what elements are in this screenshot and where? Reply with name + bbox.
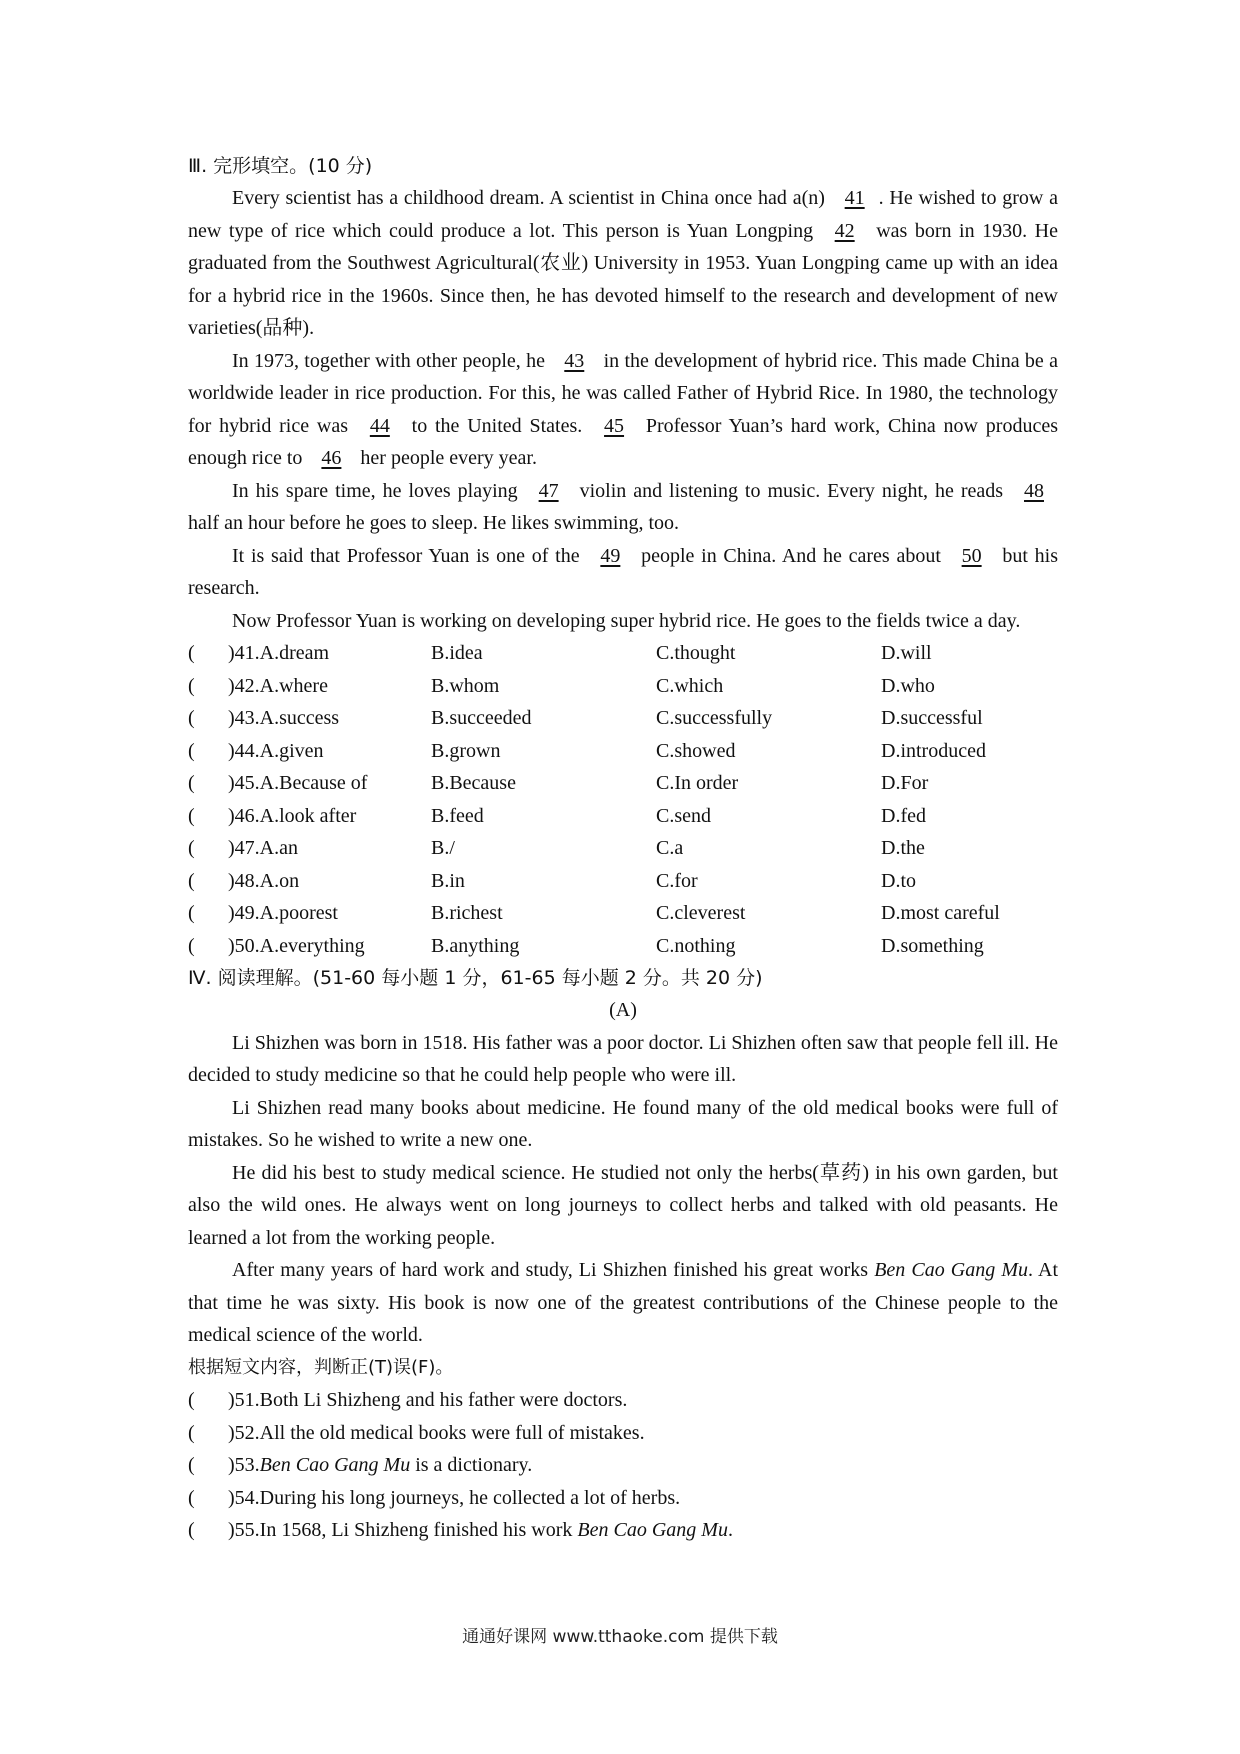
reading-paragraph-3: He did his best to study medical science. He studied not only the herbs(草药) in his own garden, but also the wild ones. He always went on long journeys to collect herbs and talked with old peasants. He learned a lot from the working people.: [188, 1161, 1058, 1249]
blank-50: 50: [961, 544, 982, 567]
option-row-43: [188, 702, 1058, 735]
option-a: )42.A.where: [228, 674, 328, 697]
text-run: Professor Yuan’s hard work, China now produces enough rice to: [188, 414, 1058, 469]
page-footer: 通通好课网 www.tthaoke.com 提供下载: [462, 1627, 778, 1647]
text-run: )54.During his long journeys, he collected a lot of herbs.: [228, 1486, 681, 1509]
answer-paren[interactable]: (: [188, 1486, 195, 1509]
option-a: )46.A.look after: [228, 804, 357, 827]
option-b: B.idea: [431, 642, 483, 664]
text-run: was born in 1930. He graduated from the Southwest Agricultural(农业) University in 1953. Yuan Longping came up with an idea for a hybrid rice in the 1960s. Since then, he has devoted himself to the research and development of new varieties(品种).: [188, 219, 1058, 339]
book-title: Ben Cao Gang Mu: [874, 1259, 1029, 1281]
reading-paragraph-1: Li Shizhen was born in 1518. His father was a poor doctor. Li Shizhen often saw that people fell ill. He decided to study medicine so that he could help people who were ill.: [188, 1031, 1058, 1086]
option-row-44: [188, 735, 1058, 768]
tf-item-55: [188, 1514, 1058, 1547]
option-b: B./: [431, 837, 455, 859]
tf-text: [228, 1482, 680, 1515]
reading-paragraph-2: Li Shizhen read many books about medicine. He found many of the old medical books were full of mistakes. So he wished to write a new one.: [188, 1096, 1058, 1151]
option-row-46: [188, 800, 1058, 833]
blank-44: 44: [369, 414, 390, 437]
option-row-48: [188, 865, 1058, 898]
option-a: )49.A.poorest: [228, 902, 338, 924]
option-b: B.richest: [431, 902, 503, 924]
option-c: C.showed: [656, 739, 736, 762]
option-d: D.to: [881, 869, 916, 892]
option-c: C.send: [656, 804, 711, 827]
option-d: D.fed: [881, 804, 926, 827]
blank-48: 48: [1024, 479, 1044, 502]
option-b: B.Because: [431, 772, 516, 794]
option-row-47: [188, 832, 1058, 865]
blank-46: 46: [321, 447, 342, 469]
section3-heading: Ⅲ. 完形填空。(10 分): [188, 155, 373, 177]
option-c: C.for: [656, 869, 698, 892]
option-d: D.successful: [881, 707, 983, 729]
answer-paren[interactable]: (: [188, 902, 195, 924]
option-a: )43.A.success: [228, 707, 340, 729]
option-row-49: [188, 897, 1058, 930]
cloze-options: [188, 637, 1058, 962]
blank-42: 42: [834, 219, 855, 242]
answer-paren[interactable]: (: [188, 869, 195, 892]
option-a: )48.A.on: [228, 869, 300, 892]
option-b: B.grown: [431, 739, 501, 762]
option-b: B.in: [431, 869, 465, 892]
option-c: C.thought: [656, 642, 736, 664]
option-a: )50.A.everything: [228, 934, 365, 957]
blank-49: 49: [600, 544, 621, 567]
option-c: C.a: [656, 837, 684, 859]
option-d: D.will: [881, 642, 932, 664]
text-run: . He wished to grow a new type of rice which could produce a lot. This person is Yuan Longping: [188, 187, 1058, 242]
text-run: Every scientist has a childhood dream. A scientist in China once had a(n): [232, 187, 831, 209]
book-title: Ben Cao Gang Mu: [259, 1454, 411, 1476]
blank-41: 41: [844, 187, 865, 209]
option-a: )41.A.dream: [228, 642, 330, 664]
answer-paren[interactable]: (: [188, 1421, 195, 1444]
reading-paragraph-4: [188, 1254, 1058, 1352]
tf-text: [228, 1417, 645, 1450]
cloze-paragraph-3: [188, 475, 1058, 540]
answer-paren[interactable]: (: [188, 804, 195, 827]
tf-text: [228, 1384, 627, 1417]
cloze-paragraph-1: [188, 182, 1058, 345]
answer-paren[interactable]: (: [188, 772, 195, 794]
text-run: in the development of hybrid rice. This made China be a worldwide leader in rice production. For this, he was called Father of Hybrid Rice. In 1980, the technology for hybrid rice was: [188, 349, 1058, 437]
section4-heading: Ⅳ. 阅读理解。(51-60 每小题 1 分，61-65 每小题 2 分。共 20 分): [188, 967, 763, 989]
text-run: )52.All the old medical books were full of mistakes.: [228, 1421, 645, 1444]
option-b: B.succeeded: [431, 707, 532, 729]
text-run: )55.In 1568, Li Shizheng finished his work: [228, 1519, 578, 1541]
tf-item-54: [188, 1482, 1058, 1515]
answer-paren[interactable]: (: [188, 642, 195, 664]
text-run: but his research.: [188, 544, 1058, 599]
text-run: In 1973, together with other people, he: [232, 349, 551, 372]
text-run: . At that time he was sixty. His book is now one of the greatest contributions of the Chinese people to the medical science of the world.: [188, 1259, 1059, 1346]
tf-text: [228, 1449, 532, 1482]
option-b: B.anything: [431, 934, 520, 957]
text-run: After many years of hard work and study, Li Shizhen finished his great works: [232, 1259, 875, 1281]
text-run: to the United States.: [403, 414, 591, 437]
option-b: B.feed: [431, 804, 484, 827]
option-row-50: [188, 930, 1058, 963]
cloze-paragraph-4: [188, 540, 1058, 605]
blank-43: 43: [564, 349, 585, 372]
option-c: C.nothing: [656, 934, 736, 957]
text-run: violin and listening to music. Every night, he reads: [572, 479, 1010, 502]
text-run: )51.Both Li Shizheng and his father were doctors.: [228, 1389, 628, 1411]
passage-label: (A): [609, 999, 637, 1021]
cloze-paragraph-2: [188, 345, 1058, 475]
book-title: Ben Cao Gang Mu: [577, 1519, 728, 1541]
true-false-list: [188, 1384, 1058, 1547]
text-run: In his spare time, he loves playing: [232, 479, 525, 502]
option-d: D.introduced: [881, 739, 986, 762]
option-d: D.the: [881, 837, 925, 859]
answer-paren[interactable]: (: [188, 674, 195, 697]
tf-text: [228, 1514, 733, 1547]
text-run: half an hour before he goes to sleep. He likes swimming, too.: [188, 512, 679, 534]
answer-paren[interactable]: (: [188, 1454, 195, 1476]
text-run: people in China. And he cares about: [634, 544, 948, 567]
blank-47: 47: [538, 479, 559, 502]
option-c: C.which: [656, 674, 724, 697]
option-a: )44.A.given: [228, 739, 324, 762]
answer-paren[interactable]: (: [188, 739, 195, 762]
option-a: )45.A.Because of: [228, 772, 368, 794]
option-d: D.For: [881, 772, 929, 794]
cloze-paragraph-5: Now Professor Yuan is working on developing super hybrid rice. He goes to the fields twice a day.: [232, 609, 1021, 632]
tf-item-52: [188, 1417, 1058, 1450]
option-row-45: [188, 767, 1058, 800]
text-run: )53.: [228, 1454, 260, 1476]
tf-item-51: [188, 1384, 1058, 1417]
exam-page: [188, 150, 1058, 1547]
answer-paren[interactable]: (: [188, 1519, 195, 1541]
option-c: C.cleverest: [656, 902, 746, 924]
answer-paren[interactable]: (: [188, 934, 195, 957]
option-d: D.most careful: [881, 902, 1000, 924]
option-b: B.whom: [431, 674, 500, 697]
answer-paren[interactable]: (: [188, 1389, 195, 1411]
answer-paren[interactable]: (: [188, 707, 195, 729]
answer-paren[interactable]: (: [188, 837, 195, 859]
option-c: C.successfully: [656, 707, 773, 729]
text-run: is a dictionary.: [410, 1454, 533, 1476]
text-run: her people every year.: [355, 447, 537, 469]
option-a: )47.A.an: [228, 837, 298, 859]
option-d: D.something: [881, 934, 984, 957]
text-run: It is said that Professor Yuan is one of the: [232, 544, 587, 567]
tf-item-53: [188, 1449, 1058, 1482]
option-d: D.who: [881, 674, 935, 697]
instruction: 根据短文内容，判断正(T)误(F)。: [188, 1356, 454, 1378]
option-c: C.In order: [656, 772, 739, 794]
option-row-42: [188, 670, 1058, 703]
option-row-41: [188, 637, 1058, 670]
blank-45: 45: [604, 414, 625, 437]
text-run: .: [727, 1519, 733, 1541]
